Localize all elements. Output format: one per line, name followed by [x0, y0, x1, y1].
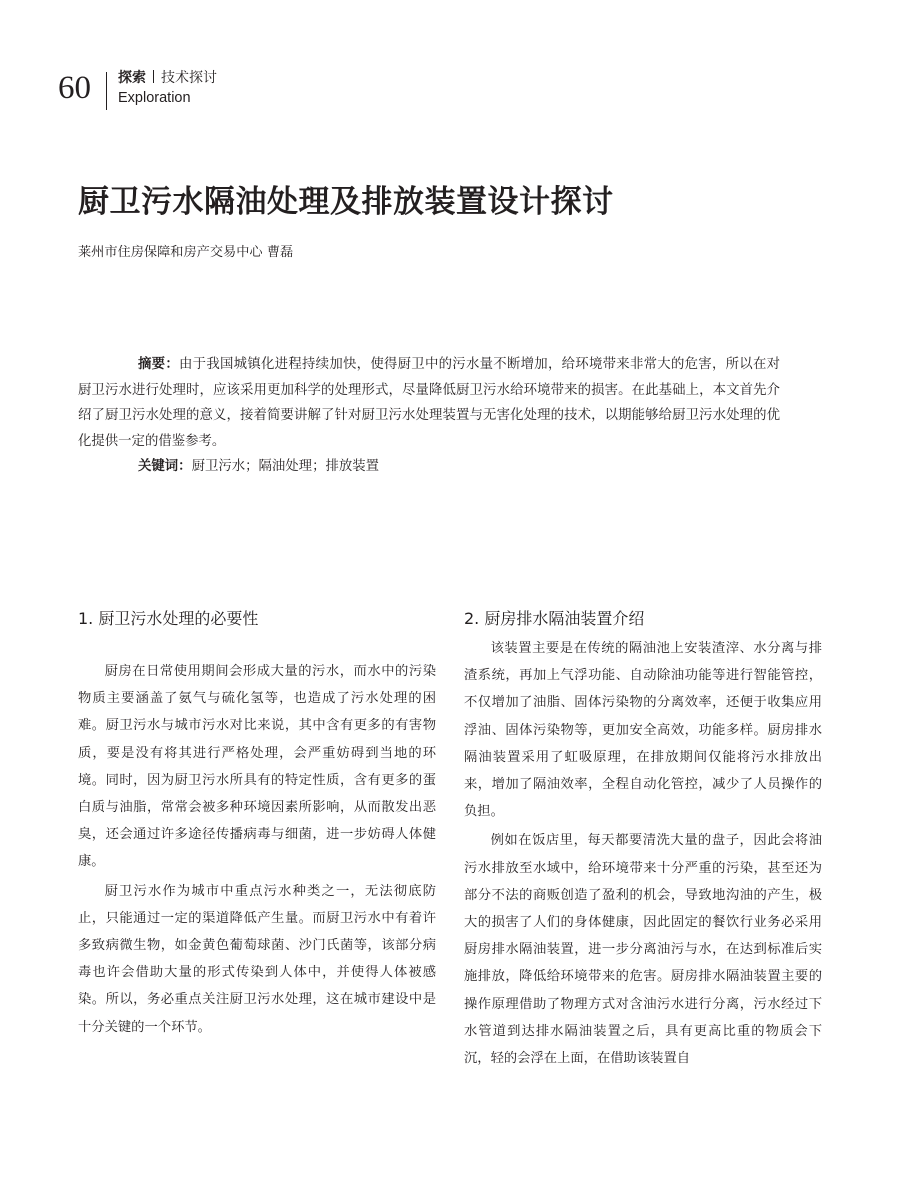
- section-name: 探索: [118, 70, 146, 86]
- header-section-line: [118, 68, 217, 88]
- body-paragraph: 厨房在日常使用期间会形成大量的污水，而水中的污染物质主要涵盖了氨气与硫化氢等，也造成了污水处理的困难。厨卫污水与城市污水对比来说，其中含有更多的有害物质，要是没有将其进行严格处理，会严重妨碍到当地的环境。同时，因为厨卫污水所具有的特定性质，含有更多的蛋白质与油脂，常常会被多种环境因素所影响，从而散发出恶臭，还会通过许多途径传播病毒与细菌，进一步妨碍人体健康。: [78, 664, 436, 870]
- page-number: 60: [58, 70, 91, 106]
- author-affiliation: 莱州市住房保障和房产交易中心 曹磊: [78, 245, 294, 260]
- section-heading: 2. 厨房排水隔油装置介绍: [464, 609, 645, 628]
- section-body: [464, 635, 822, 1072]
- left-column: [78, 606, 436, 1041]
- body-paragraph: 厨卫污水作为城市中重点污水种类之一，无法彻底防止，只能通过一定的渠道降低产生量。而厨卫污水中有着许多致病微生物，如金黄色葡萄球菌、沙门氏菌等，该部分病毒也许会借助大量的形式传染到人体中，并使得人体被感染。所以，务必重点关注厨卫污水处理，这在城市建设中是十分关键的一个环节。: [78, 883, 436, 1035]
- abstract-label: 摘要：: [138, 357, 179, 372]
- abstract-text: 由于我国城镇化进程持续加快，使得厨卫中的污水量不断增加，给环境带来非常大的危害，所以在对厨卫污水进行处理时，应该采用更加科学的处理形式，尽量降低厨卫污水给环境带来的损害。在此基础上，本文首先介绍了厨卫污水处理的意义，接着简要讲解了针对厨卫污水处理装置与无害化处理的技术，以期能够给厨卫污水处理的优化提供一定的借鉴参考。: [78, 357, 781, 449]
- keywords-line: [78, 454, 780, 480]
- section-body: [78, 658, 436, 1041]
- article-title: 厨卫污水隔油处理及排放装置设计探讨: [78, 184, 614, 220]
- keywords-label: 关键词：: [138, 459, 192, 475]
- section-name-english: Exploration: [118, 90, 191, 106]
- right-column: [464, 606, 822, 1072]
- header-divider: [106, 72, 107, 110]
- subsection-name: 技术探讨: [161, 70, 217, 86]
- body-paragraph: 该装置主要是在传统的隔油池上安装渣滓、水分离与排渣系统，再加上气浮功能、自动除油功能等进行智能管控，不仅增加了油脂、固体污染物的分离效率，还便于收集应用浮油、固体污染物等，更加安全高效，功能多样。厨房排水隔油装置采用了虹吸原理，在排放期间仅能将污水排放出来，增加了隔油效率，全程自动化管控，减少了人员操作的负担。: [464, 641, 822, 820]
- abstract-block: [78, 352, 780, 480]
- section-heading: 1. 厨卫污水处理的必要性: [78, 609, 259, 628]
- abstract-paragraph: [78, 352, 780, 454]
- header-separator: [153, 70, 154, 83]
- body-paragraph: 例如在饭店里，每天都要清洗大量的盘子，因此会将油污水排放至水域中，给环境带来十分严重的污染，甚至还为部分不法的商贩创造了盈利的机会，导致地沟油的产生，极大的损害了人们的身体健康，因此固定的餐饮行业务必采用厨房排水隔油装置，进一步分离油污与水，在达到标准后实施排放，降低给环境带来的危害。厨房排水隔油装置主要的操作原理借助了物理方式对含油污水进行分离，污水经过下水管道到达排水隔油装置之后，具有更高比重的物质会下沉，轻的会浮在上面，在借助该装置自: [464, 833, 822, 1067]
- keywords-text: 厨卫污水；隔油处理；排放装置: [191, 459, 380, 475]
